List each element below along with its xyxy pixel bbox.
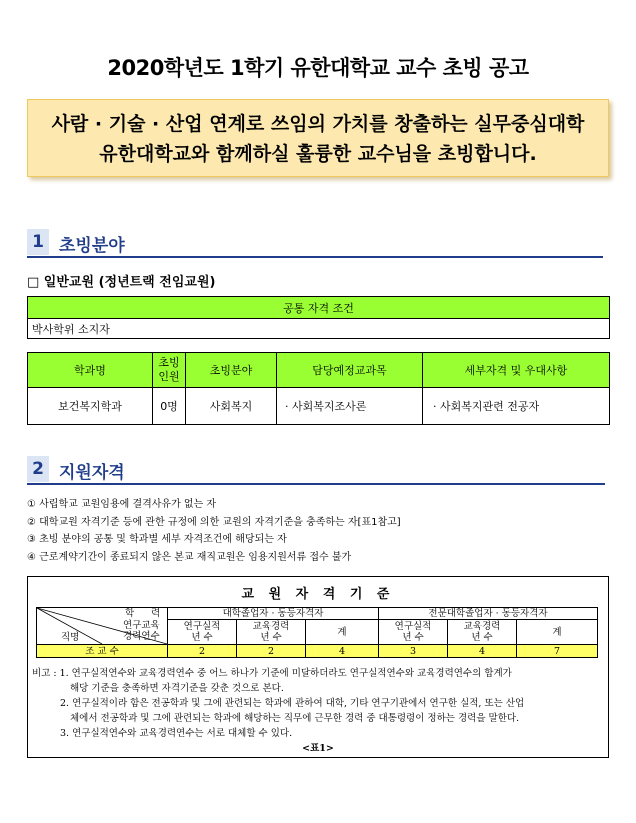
section-1-subhead: □ 일반교원 (정년트랙 전임교원) [27,275,216,290]
common-qualification-value: 박사학위 소지자 [28,319,610,339]
banner-line-2: 유한대학교와 함께하실 훌륭한 교수님을 초빙합니다. [99,143,537,165]
section-2-number: 2 [27,456,49,482]
table-caption: <표1> [302,743,334,754]
row-label-assistant-prof: 조 교 수 [37,645,168,658]
cell-headcount: 0명 [153,388,186,425]
requirements-list [27,496,401,566]
header-field: 초빙분야 [186,353,277,388]
list-item: ① 사립학교 교원임용에 결격사유가 없는 자 [27,499,217,510]
section-2-title: 지원자격 [59,463,125,483]
section-1-underline [27,256,603,258]
group-college: 전문대학졸업자 · 동등자격자 [379,608,598,620]
note-line: 2. 연구실적이라 함은 전공학과 및 그에 관련되는 학과에 관하여 대학, 기타 연구기관에서 연구한 실적, 또는 산업 [60,698,525,709]
qualification-box-title: 교 원 자 격 기 준 [241,587,395,602]
diag-label-ryeok: 력 [151,608,161,619]
section-1-number: 1 [27,229,49,255]
diagonal-header-cell [37,608,168,645]
qualification-standard-box [27,576,609,758]
value-cell: 7 [517,645,598,658]
note-line: 3. 연구실적연수와 교육경력연수는 서로 대체할 수 있다. [60,728,293,739]
value-cell: 2 [168,645,237,658]
banner [27,99,609,177]
note-line: 비고 : 1. 연구실적연수와 교육경력연수 중 어느 하나가 기준에 미달하더라도 연구실적연수와 교육경력연수의 합계가 [32,668,512,679]
value-cell: 2 [237,645,306,658]
diag-label-gyeong: 경력연수 [123,631,160,642]
diag-label-yeongu: 연구교육 [123,620,160,631]
list-item: ③ 초빙 분야의 공통 및 학과별 세부 자격조건에 해당되는 자 [27,534,287,545]
cell-department: 보건복지학과 [28,388,153,425]
group-university: 대학졸업자 · 동등자격자 [168,608,379,620]
table-row [37,645,598,658]
notes [32,666,604,756]
cell-courses: · 사회복지조사론 [277,388,423,425]
section-2-underline [27,483,605,485]
note-line: 체에서 전공학과 및 그에 관련되는 학과에 해당하는 직무에 근무한 경력 중 대통령령이 정하는 경력을 말한다. [70,713,520,724]
note-line: 해당 기준을 충족하면 자격기준을 갖춘 것으로 본다. [70,683,284,694]
sub-teaching-2: 교육경력 년 수 [448,620,517,645]
recruitment-table-header [28,353,610,388]
table-row [28,388,610,425]
common-qualification-table [27,296,610,339]
header-courses: 담당예정교과목 [277,353,423,388]
value-cell: 4 [306,645,379,658]
diag-label-jikmyeong: 직명 [61,632,80,643]
value-cell: 4 [448,645,517,658]
sub-research-2: 연구실적 년 수 [379,620,448,645]
header-details: 세부자격 및 우대사항 [423,353,610,388]
section-1-title: 초빙분야 [59,236,125,256]
page-title: 2020학년도 1학기 유한대학교 교수 초빙 공고 [107,56,529,80]
banner-line-1: 사람 · 기술 · 산업 연계로 쓰임의 가치를 창출하는 실무중심대학 [51,113,585,135]
sub-teaching-1: 교육경력 년 수 [237,620,306,645]
cell-field: 사회복지 [186,388,277,425]
sub-total-2: 계 [517,620,598,645]
section-2-header [27,456,605,484]
list-item: ④ 근로계약기간이 종료되지 않은 본교 재직교원은 임용지원서류 접수 불가 [27,551,352,563]
value-cell: 3 [379,645,448,658]
diag-label-hak: 학 [125,608,135,619]
qualification-standard-table [36,607,598,658]
sub-research-1: 연구실적 년 수 [168,620,237,645]
list-item: ② 대학교원 자격기준 등에 관한 규정에 의한 교원의 자격기준을 충족하는 자[표1참고] [27,516,401,528]
header-headcount: 초빙 인원 [153,353,186,388]
header-department: 학과명 [28,353,153,388]
common-qualification-header: 공통 자격 조건 [28,297,610,319]
cell-details: · 사회복지관련 전공자 [423,388,610,425]
recruitment-table [27,352,610,425]
section-1-header [27,229,603,257]
sub-total-1: 계 [306,620,379,645]
